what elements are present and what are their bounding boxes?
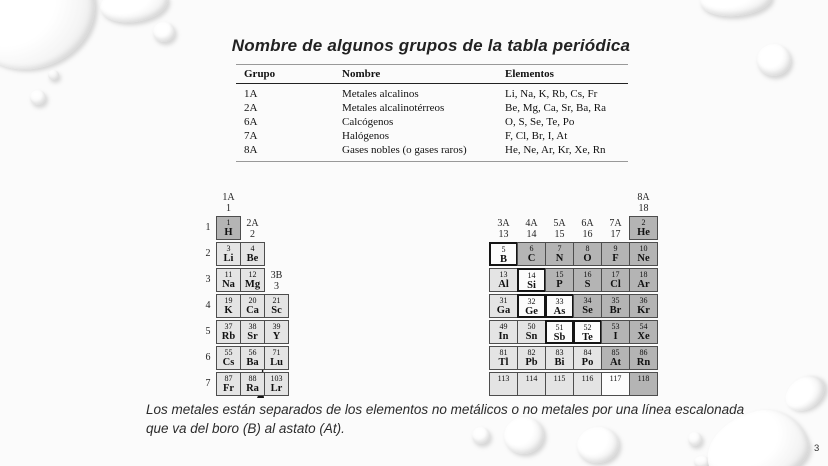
group-label-letter: 4A [525, 218, 538, 229]
water-droplet-icon [30, 90, 46, 105]
element-cell-As [545, 294, 574, 318]
water-droplet-icon [779, 369, 828, 418]
group-label-number: 16 [582, 229, 593, 240]
column-header: Nombre [342, 68, 381, 80]
atomic-number: 116 [581, 374, 594, 383]
element-cell-F [601, 242, 630, 266]
atomic-number: 34 [583, 296, 592, 305]
group-label-number: 18 [638, 203, 649, 214]
table-row [236, 143, 628, 157]
periodic-table-right [489, 192, 661, 402]
atomic-number: 113 [497, 374, 510, 383]
element-cell-Po [573, 346, 602, 370]
groups-table-body [236, 84, 628, 161]
element-cell [545, 372, 574, 396]
element-cell-P [545, 268, 574, 292]
element-symbol: As [553, 306, 566, 317]
elements-cell: Li, Na, K, Rb, Cs, Fr [505, 88, 598, 100]
atomic-number: 56 [248, 348, 257, 357]
element-symbol: Ca [246, 305, 259, 316]
group-label-number: 14 [526, 229, 537, 240]
element-cell-Kr [629, 294, 658, 318]
element-cell-N [545, 242, 574, 266]
group-label-letter: 5A [553, 218, 566, 229]
element-cell-Rn [629, 346, 658, 370]
group-label [517, 218, 546, 240]
element-cell-S [573, 268, 602, 292]
period-number-label: 2 [205, 248, 211, 259]
element-symbol: Al [498, 279, 509, 290]
element-cell [573, 372, 602, 396]
groups-table [236, 64, 628, 162]
element-symbol: K [224, 305, 233, 316]
element-symbol: Li [223, 253, 234, 264]
element-cell-Fr [216, 372, 241, 396]
element-symbol: Cl [610, 279, 621, 290]
element-symbol: O [583, 253, 592, 264]
name-cell: Gases nobles (o gases raros) [342, 144, 467, 156]
element-cell-H [216, 216, 241, 240]
element-cell-Al [489, 268, 518, 292]
element-symbol: Sb [553, 332, 566, 343]
elements-cell: Be, Mg, Ca, Sr, Ba, Ra [505, 102, 606, 114]
element-symbol: Be [246, 253, 259, 264]
group-label [216, 192, 241, 214]
element-symbol: F [612, 253, 619, 264]
element-cell-Te [573, 320, 602, 344]
atomic-number: 87 [224, 374, 233, 383]
column-header: Elementos [505, 68, 554, 80]
period-number-label: 7 [205, 378, 211, 389]
atomic-number: 10 [639, 244, 648, 253]
element-symbol: Se [582, 305, 593, 316]
element-cell-B [489, 242, 518, 266]
atomic-number: 54 [639, 322, 648, 331]
element-cell-O [573, 242, 602, 266]
group-label [489, 218, 518, 240]
element-symbol: Ge [525, 306, 538, 317]
element-cell-Cl [601, 268, 630, 292]
group-label-letter: 6A [581, 218, 594, 229]
element-cell-Sc [264, 294, 289, 318]
group-label-letter: 3B [270, 270, 283, 281]
page-number: 3 [814, 443, 820, 454]
element-symbol: P [556, 279, 563, 290]
atomic-number: 103 [270, 374, 283, 383]
group-label-number: 15 [554, 229, 565, 240]
table-row [236, 101, 628, 115]
group-cell: 8A [244, 144, 258, 156]
element-cell-Pb [517, 346, 546, 370]
elements-cell: F, Cl, Br, I, At [505, 130, 568, 142]
water-droplet-icon [757, 44, 791, 76]
table-row [236, 87, 628, 101]
atomic-number: 18 [639, 270, 648, 279]
table-row [236, 115, 628, 129]
element-cell [489, 372, 518, 396]
atomic-number: 15 [555, 270, 564, 279]
atomic-number: 33 [555, 297, 564, 306]
element-cell-Bi [545, 346, 574, 370]
element-cell-Ca [240, 294, 265, 318]
element-symbol: Cs [222, 357, 235, 368]
group-label-number: 2 [250, 229, 255, 240]
atomic-number: 38 [248, 322, 257, 331]
water-droplet-icon [153, 22, 175, 42]
group-cell: 2A [244, 102, 258, 114]
element-cell-Lr [264, 372, 289, 396]
page-title: Nombre de algunos grupos de la tabla periódica [231, 36, 631, 55]
element-symbol: Te [582, 332, 593, 343]
name-cell: Halógenos [342, 130, 390, 142]
group-label-letter: 3A [497, 218, 510, 229]
atomic-number: 21 [272, 296, 281, 305]
atomic-number: 7 [557, 244, 562, 253]
period-number-label: 1 [205, 222, 211, 233]
atomic-number: 82 [527, 348, 536, 357]
atomic-number: 118 [637, 374, 650, 383]
group-cell: 7A [244, 130, 258, 142]
element-cell-Sb [545, 320, 574, 344]
name-cell: Metales alcalinos [342, 88, 419, 100]
element-symbol: Y [272, 331, 281, 342]
atomic-number: 84 [583, 348, 592, 357]
element-symbol: Po [581, 357, 594, 368]
element-cell-Xe [629, 320, 658, 344]
atomic-number: 17 [611, 270, 620, 279]
atomic-number: 32 [527, 297, 536, 306]
element-symbol: S [584, 279, 591, 290]
atomic-number: 52 [583, 323, 592, 332]
element-cell-Y [264, 320, 289, 344]
element-symbol: Si [527, 280, 536, 291]
water-droplet-icon [48, 70, 59, 80]
element-cell-Li [216, 242, 241, 266]
element-symbol: Mg [244, 279, 261, 290]
element-symbol: In [498, 331, 509, 342]
element-symbol: Sn [525, 331, 538, 342]
atomic-number: 36 [639, 296, 648, 305]
atomic-number: 5 [501, 245, 506, 254]
atomic-number: 3 [226, 244, 231, 253]
element-symbol: Ne [637, 253, 650, 264]
element-symbol: Br [609, 305, 622, 316]
periodic-table-left [202, 192, 292, 402]
atomic-number: 115 [553, 374, 566, 383]
elements-cell: He, Ne, Ar, Kr, Xe, Rn [505, 144, 606, 156]
group-label [545, 218, 574, 240]
group-label-letter: 8A [637, 192, 650, 203]
atomic-number: 13 [499, 270, 508, 279]
atomic-number: 12 [248, 270, 257, 279]
element-cell-Ar [629, 268, 658, 292]
atomic-number: 117 [609, 374, 622, 383]
atomic-number: 53 [611, 322, 620, 331]
atomic-number: 55 [224, 348, 233, 357]
element-cell-At [601, 346, 630, 370]
element-cell-Rb [216, 320, 241, 344]
group-label-letter: 2A [246, 218, 259, 229]
group-label-number: 17 [610, 229, 621, 240]
atomic-number: 86 [639, 348, 648, 357]
element-cell-I [601, 320, 630, 344]
period-number-label: 4 [205, 300, 211, 311]
element-cell-Tl [489, 346, 518, 370]
element-symbol: N [555, 253, 564, 264]
atomic-number: 114 [525, 374, 538, 383]
element-cell [517, 372, 546, 396]
period-number-label: 5 [205, 326, 211, 337]
element-symbol: Rn [636, 357, 651, 368]
atomic-number: 51 [555, 323, 564, 332]
atomic-number: 71 [272, 348, 281, 357]
element-cell-K [216, 294, 241, 318]
element-cell-Se [573, 294, 602, 318]
element-symbol: H [224, 227, 233, 238]
element-symbol: Kr [637, 305, 650, 316]
element-cell-C [517, 242, 546, 266]
period-number-label: 3 [205, 274, 211, 285]
element-symbol: Ba [246, 357, 259, 368]
element-cell-He [629, 216, 658, 240]
groups-table-header [236, 65, 628, 84]
element-cell-Be [240, 242, 265, 266]
element-symbol: Ga [496, 305, 511, 316]
atomic-number: 81 [499, 348, 508, 357]
element-symbol: I [613, 331, 618, 342]
group-label-letter: 1A [222, 192, 235, 203]
element-cell-Ne [629, 242, 658, 266]
atomic-number: 8 [585, 244, 590, 253]
element-symbol: Na [222, 279, 235, 290]
group-label-letter: 7A [609, 218, 622, 229]
element-symbol: Sc [271, 305, 282, 316]
element-symbol: Ra [246, 383, 259, 394]
element-symbol: C [527, 253, 536, 264]
atomic-number: 6 [529, 244, 534, 253]
atomic-number: 39 [272, 322, 281, 331]
element-cell-Sn [517, 320, 546, 344]
atomic-number: 50 [527, 322, 536, 331]
group-label [264, 270, 289, 292]
atomic-number: 9 [613, 244, 618, 253]
group-label [573, 218, 602, 240]
element-cell-Si [517, 268, 546, 292]
atomic-number: 20 [248, 296, 257, 305]
water-droplet-icon [699, 0, 774, 19]
element-cell-Na [216, 268, 241, 292]
element-cell-Sr [240, 320, 265, 344]
group-cell: 1A [244, 88, 258, 100]
group-label-number: 3 [274, 281, 279, 292]
period-number-label: 6 [205, 352, 211, 363]
atomic-number: 88 [248, 374, 257, 383]
element-cell-Lu [264, 346, 289, 370]
group-label [240, 218, 265, 240]
element-symbol: Bi [554, 357, 565, 368]
atomic-number: 35 [611, 296, 620, 305]
caption-text: Los metales están separados de los elementos no metálicos o no metales por una línea escalonada que va del boro (B) al astato (At). [146, 402, 745, 436]
element-symbol: Ar [637, 279, 650, 290]
element-symbol: At [609, 357, 622, 368]
element-symbol: Pb [525, 357, 538, 368]
name-cell: Calcógenos [342, 116, 394, 128]
element-symbol: Xe [637, 331, 650, 342]
atomic-number: 85 [611, 348, 620, 357]
atomic-number: 83 [555, 348, 564, 357]
element-cell-Ga [489, 294, 518, 318]
element-symbol: B [499, 254, 507, 265]
element-cell-Br [601, 294, 630, 318]
group-label [629, 192, 658, 214]
element-symbol: Lr [270, 383, 283, 394]
atomic-number: 14 [527, 271, 536, 280]
group-label-number: 1 [226, 203, 231, 214]
element-symbol: Lu [270, 357, 283, 368]
element-cell-Ba [240, 346, 265, 370]
element-symbol: Rb [221, 331, 236, 342]
element-symbol: Sr [247, 331, 258, 342]
group-label [601, 218, 630, 240]
elements-cell: O, S, Se, Te, Po [505, 116, 575, 128]
atomic-number: 49 [499, 322, 508, 331]
element-symbol: Fr [222, 383, 235, 394]
element-cell [629, 372, 658, 396]
atomic-number: 2 [641, 218, 646, 227]
atomic-number: 19 [224, 296, 233, 305]
element-cell-In [489, 320, 518, 344]
element-symbol: Tl [498, 357, 509, 368]
element-cell-Ra [240, 372, 265, 396]
atomic-number: 37 [224, 322, 233, 331]
atomic-number: 11 [224, 270, 233, 279]
atomic-number: 1 [226, 218, 231, 227]
element-cell-Cs [216, 346, 241, 370]
atomic-number: 4 [250, 244, 255, 253]
atomic-number: 31 [499, 296, 508, 305]
name-cell: Metales alcalinotérreos [342, 102, 445, 114]
element-cell-Ge [517, 294, 546, 318]
group-cell: 6A [244, 116, 258, 128]
element-symbol: He [637, 227, 650, 238]
column-header: Grupo [244, 68, 276, 80]
atomic-number: 16 [583, 270, 592, 279]
group-label-number: 13 [498, 229, 509, 240]
table-row [236, 129, 628, 143]
element-cell-Mg [240, 268, 265, 292]
element-cell [601, 372, 630, 396]
